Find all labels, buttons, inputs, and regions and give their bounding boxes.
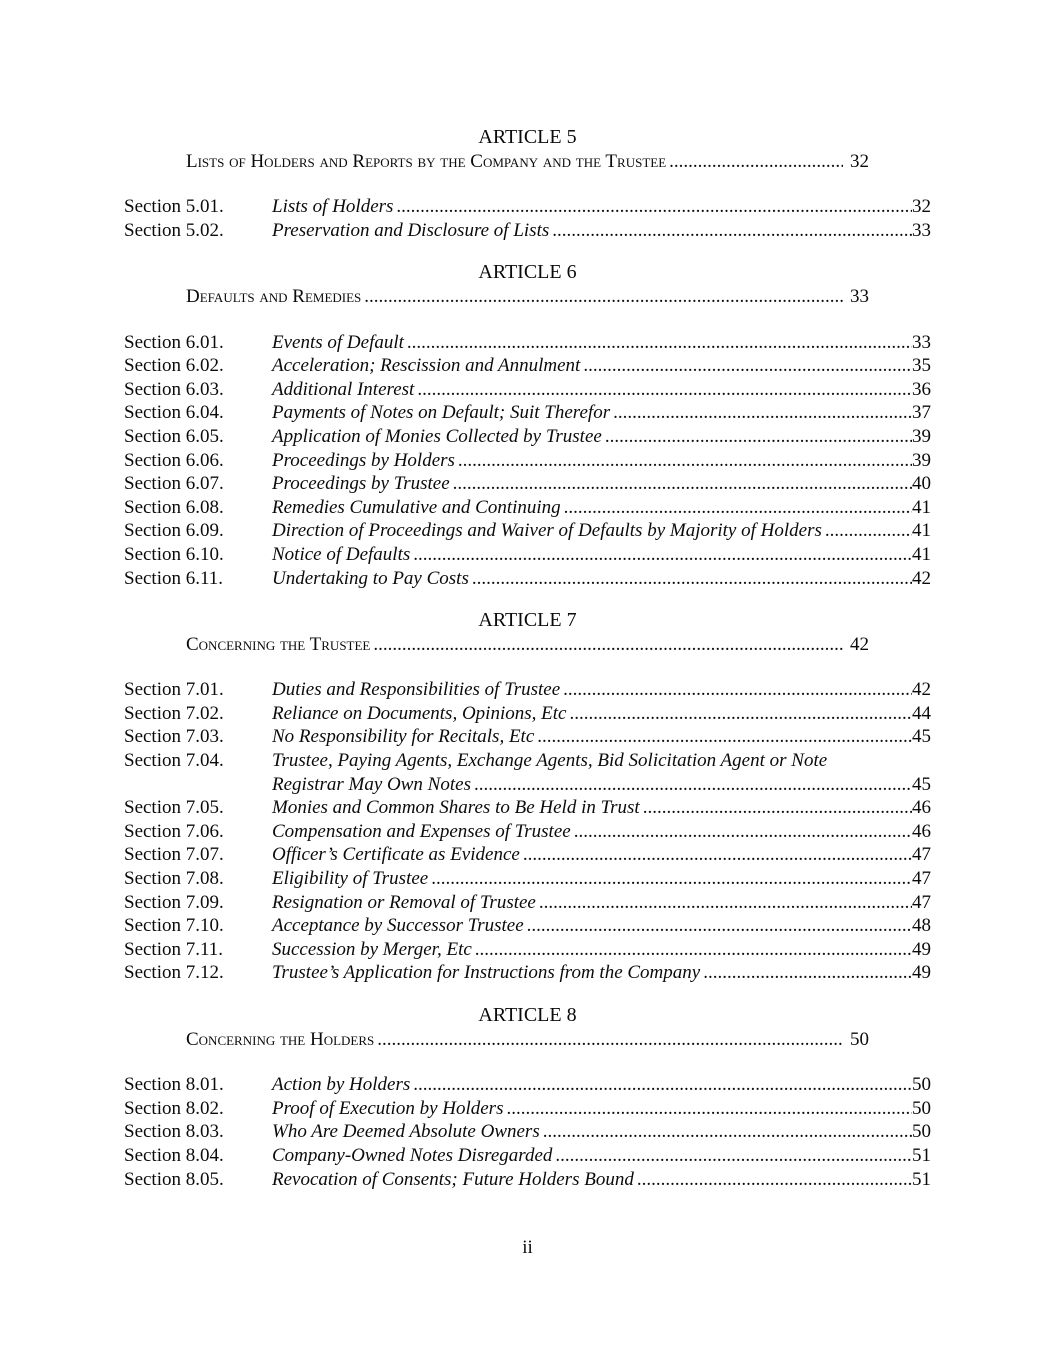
section-title: Monies and Common Shares to Be Held in Trust — [272, 797, 640, 819]
toc-entry-row — [124, 867, 931, 891]
section-page-number: 46 — [912, 820, 931, 842]
toc-entry-row — [124, 725, 931, 749]
article-subtitle-row — [186, 633, 869, 657]
section-page-number: 36 — [912, 378, 931, 400]
article-page-number: 32 — [850, 150, 869, 172]
article-subtitle: Defaults and Remedies — [186, 285, 362, 307]
section-label: Section 7.10. — [124, 915, 224, 937]
section-title: Payments of Notes on Default; Suit Therefor — [272, 402, 611, 424]
section-page-number: 41 — [912, 543, 931, 565]
section-page-number: 41 — [912, 520, 931, 542]
dot-leader — [571, 820, 912, 844]
dot-leader — [536, 891, 912, 915]
section-label: Section 6.09. — [124, 520, 224, 542]
dot-leader — [534, 725, 912, 749]
toc-entry-row — [124, 449, 931, 473]
section-page-number: 45 — [912, 773, 931, 795]
toc-entry-row — [124, 678, 931, 702]
article-subtitle-row — [186, 285, 869, 309]
section-label: Section 6.10. — [124, 543, 224, 565]
toc-entry-row — [124, 401, 931, 425]
toc-entry-row — [124, 425, 931, 449]
dot-leader — [472, 938, 912, 962]
dot-leader — [700, 961, 912, 985]
section-page-number: 47 — [912, 844, 931, 866]
section-title: Lists of Holders — [272, 196, 394, 218]
toc-article-block — [124, 261, 931, 590]
article-heading: ARTICLE 7 — [478, 609, 577, 632]
dot-leader — [561, 496, 912, 520]
section-label: Section 5.02. — [124, 219, 224, 241]
section-title: Acceptance by Successor Trustee — [272, 915, 524, 937]
toc-entry-row — [124, 1097, 931, 1121]
dot-leader — [414, 378, 912, 402]
dot-leader — [428, 867, 912, 891]
article-subtitle: Concerning the Trustee — [186, 633, 371, 655]
dot-leader — [455, 449, 912, 473]
toc-entry-row — [124, 1144, 931, 1168]
toc-entry-row — [124, 354, 931, 378]
section-page-number: 39 — [912, 449, 931, 471]
section-title: Proceedings by Holders — [272, 449, 455, 471]
section-label: Section 7.02. — [124, 702, 224, 724]
dot-leader — [361, 285, 843, 309]
section-title: Undertaking to Pay Costs — [272, 567, 469, 589]
dot-leader — [634, 1168, 912, 1192]
section-title: Trustee, Paying Agents, Exchange Agents, Bid Solicitation Agent or Note — [272, 750, 828, 772]
toc-entry-row — [124, 820, 931, 844]
dot-leader — [549, 219, 912, 243]
section-page-number: 39 — [912, 425, 931, 447]
dot-leader — [469, 567, 912, 591]
toc-entry-row — [124, 1073, 931, 1097]
section-label: Section 8.02. — [124, 1097, 224, 1119]
toc-entry-row — [124, 472, 931, 496]
article-sections — [124, 195, 931, 242]
toc-entry-row — [124, 331, 931, 355]
section-page-number: 42 — [912, 679, 931, 701]
dot-leader — [393, 195, 912, 219]
dot-leader — [370, 633, 843, 657]
dot-leader — [666, 150, 843, 174]
section-page-number: 45 — [912, 726, 931, 748]
dot-leader — [410, 543, 912, 567]
section-title: Company-Owned Notes Disregarded — [272, 1144, 553, 1166]
section-label: Section 6.02. — [124, 355, 224, 377]
article-page-number: 42 — [850, 633, 869, 655]
table-of-contents — [124, 126, 931, 1191]
toc-article-block — [124, 126, 931, 242]
section-label: Section 7.08. — [124, 868, 224, 890]
article-subtitle: Lists of Holders and Reports by the Company and the Trustee — [186, 150, 667, 172]
section-page-number: 49 — [912, 938, 931, 960]
section-label: Section 7.03. — [124, 726, 224, 748]
section-page-number: 48 — [912, 915, 931, 937]
footer-page-number: ii — [522, 1237, 533, 1258]
section-title: Who Are Deemed Absolute Owners — [272, 1121, 540, 1143]
section-title: Compensation and Expenses of Trustee — [272, 820, 571, 842]
article-subtitle-row — [186, 150, 869, 174]
section-label: Section 7.06. — [124, 820, 224, 842]
toc-entry-row — [124, 749, 931, 773]
dot-leader — [552, 1144, 912, 1168]
dot-leader — [610, 401, 912, 425]
section-label: Section 7.07. — [124, 844, 224, 866]
dot-leader — [404, 331, 912, 355]
section-page-number: 33 — [912, 331, 931, 353]
section-page-number: 50 — [912, 1097, 931, 1119]
toc-entry-row — [124, 796, 931, 820]
toc-entry-row — [124, 543, 931, 567]
section-label: Section 8.03. — [124, 1121, 224, 1143]
section-label: Section 6.08. — [124, 496, 224, 518]
section-label: Section 7.01. — [124, 679, 224, 701]
section-title: Notice of Defaults — [272, 543, 411, 565]
article-heading: ARTICLE 5 — [478, 126, 577, 148]
dot-leader — [540, 1120, 912, 1144]
section-label: Section 7.09. — [124, 891, 224, 913]
section-label: Section 7.12. — [124, 962, 224, 984]
toc-entry-row — [124, 219, 931, 243]
dot-leader — [580, 354, 912, 378]
section-title: Proceedings by Trustee — [272, 473, 450, 495]
toc-entry-row — [124, 378, 931, 402]
article-subtitle: Concerning the Holders — [186, 1028, 375, 1050]
dot-leader — [503, 1097, 912, 1121]
section-label: Section 5.01. — [124, 196, 224, 218]
section-title: Direction of Proceedings and Waiver of Defaults by Majority of Holders — [272, 520, 822, 542]
toc-entry-row — [124, 1120, 931, 1144]
section-title: Proof of Execution by Holders — [272, 1097, 504, 1119]
section-title: Action by Holders — [272, 1074, 411, 1096]
toc-entry-row — [124, 519, 931, 543]
toc-article-block — [124, 609, 931, 985]
toc-entry-row — [124, 567, 931, 591]
toc-entry-row — [124, 914, 931, 938]
section-page-number: 41 — [912, 496, 931, 518]
toc-entry-row — [124, 496, 931, 520]
section-page-number: 51 — [912, 1168, 931, 1190]
article-sections — [124, 331, 931, 591]
section-label: Section 8.05. — [124, 1168, 224, 1190]
toc-article-block — [124, 1004, 931, 1191]
toc-entry-row — [124, 961, 931, 985]
section-label: Section 6.05. — [124, 425, 224, 447]
section-title: Registrar May Own Notes — [272, 773, 471, 795]
section-title: Succession by Merger, Etc — [272, 938, 472, 960]
section-page-number: 37 — [912, 402, 931, 424]
section-title: Application of Monies Collected by Trustee — [272, 425, 602, 447]
section-title: Events of Default — [272, 331, 404, 353]
article-sections — [124, 1073, 931, 1191]
section-title: Remedies Cumulative and Continuing — [272, 496, 561, 518]
dot-leader — [410, 1073, 912, 1097]
section-title: Duties and Responsibilities of Trustee — [272, 679, 561, 701]
article-heading: ARTICLE 6 — [478, 261, 577, 284]
toc-entry-row — [124, 938, 931, 962]
section-label: Section 6.11. — [124, 567, 224, 589]
section-label: Section 6.06. — [124, 449, 224, 471]
section-page-number: 50 — [912, 1074, 931, 1096]
section-label: Section 6.07. — [124, 473, 224, 495]
dot-leader — [524, 914, 912, 938]
section-page-number: 35 — [912, 355, 931, 377]
section-page-number: 40 — [912, 473, 931, 495]
toc-entry-row — [124, 195, 931, 219]
section-title: Preservation and Disclosure of Lists — [272, 219, 550, 241]
section-label: Section 6.01. — [124, 331, 224, 353]
section-title: No Responsibility for Recitals, Etc — [272, 726, 535, 748]
toc-entry-row — [124, 891, 931, 915]
section-page-number: 33 — [912, 219, 931, 241]
section-title: Officer’s Certificate as Evidence — [272, 844, 520, 866]
section-page-number: 46 — [912, 797, 931, 819]
section-page-number: 51 — [912, 1144, 931, 1166]
section-page-number: 42 — [912, 567, 931, 589]
toc-entry-row — [124, 702, 931, 726]
article-page-number: 33 — [850, 285, 869, 307]
section-page-number: 32 — [912, 196, 931, 218]
dot-leader — [640, 796, 912, 820]
section-title: Trustee’s Application for Instructions from the Company — [272, 962, 701, 984]
section-title: Acceleration; Rescission and Annulment — [272, 355, 581, 377]
dot-leader — [822, 519, 912, 543]
dot-leader — [566, 702, 912, 726]
section-label: Section 8.01. — [124, 1074, 224, 1096]
section-label: Section 6.03. — [124, 378, 224, 400]
dot-leader — [602, 425, 912, 449]
section-page-number: 47 — [912, 891, 931, 913]
section-page-number: 47 — [912, 868, 931, 890]
section-title: Eligibility of Trustee — [272, 868, 429, 890]
toc-entry-row — [124, 773, 931, 797]
article-page-number: 50 — [850, 1028, 869, 1050]
section-page-number: 44 — [912, 702, 931, 724]
article-sections — [124, 678, 931, 985]
section-label: Section 6.04. — [124, 402, 224, 424]
dot-leader — [520, 843, 912, 867]
toc-entry-row — [124, 843, 931, 867]
toc-entry-row — [124, 1168, 931, 1192]
article-subtitle-row — [186, 1028, 869, 1052]
article-heading: ARTICLE 8 — [478, 1004, 577, 1026]
dot-leader — [560, 678, 912, 702]
section-page-number: 50 — [912, 1121, 931, 1143]
section-title: Reliance on Documents, Opinions, Etc — [272, 702, 567, 724]
section-title: Revocation of Consents; Future Holders Bound — [272, 1168, 634, 1190]
dot-leader — [374, 1028, 843, 1052]
section-label: Section 7.04. — [124, 750, 224, 772]
dot-leader — [450, 472, 912, 496]
section-label: Section 8.04. — [124, 1144, 224, 1166]
section-label: Section 7.11. — [124, 938, 224, 960]
section-title: Additional Interest — [272, 378, 415, 400]
section-page-number: 49 — [912, 962, 931, 984]
dot-leader — [471, 773, 912, 797]
section-label: Section 7.05. — [124, 797, 224, 819]
section-title: Resignation or Removal of Trustee — [272, 891, 536, 913]
